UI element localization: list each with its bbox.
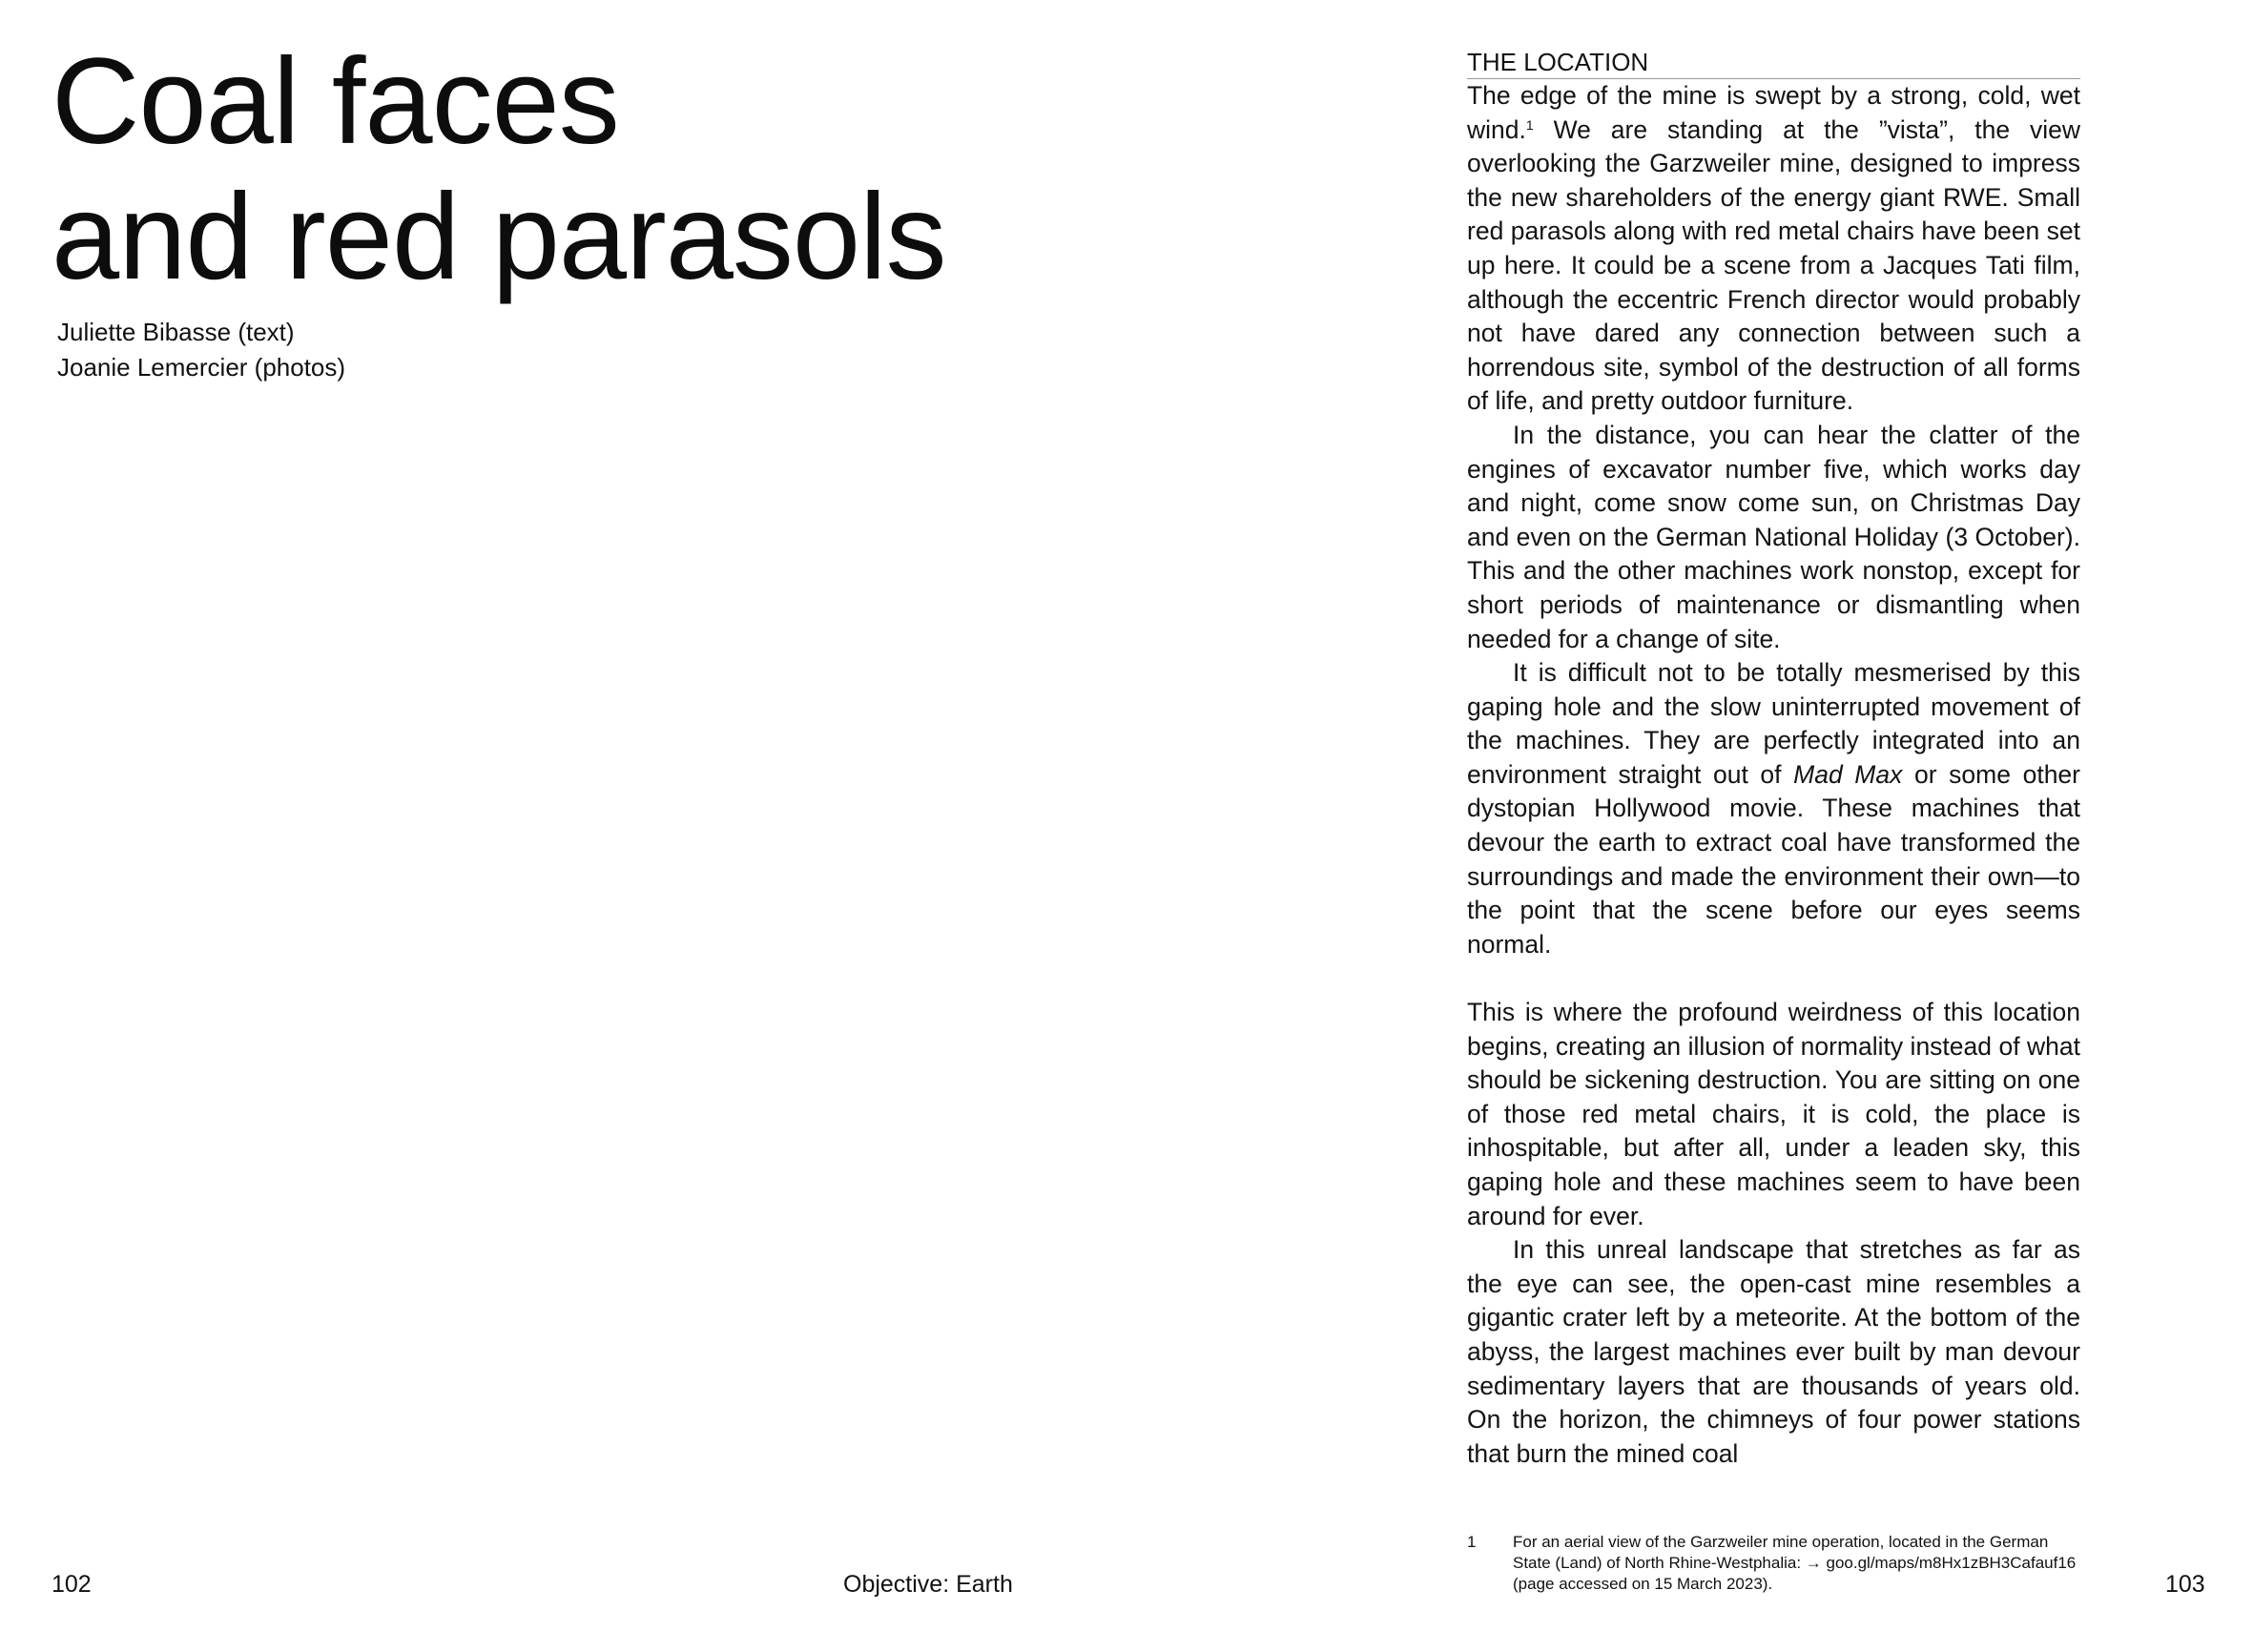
paragraph-3-text-cont: or some other dystopian Hollywood movie. These machines that devour the earth to extract coal have transformed the surroundings and made the environment their own—to the point that the scene before our eyes seems normal.	[1467, 759, 2080, 959]
section-label: THE LOCATION	[1467, 48, 2080, 79]
page-number-left: 102	[52, 1571, 92, 1598]
paragraph-2: In the distance, you can hear the clatter of the engines of excavator number five, which works day and night, come snow come sun, on Christmas Day and even on the German National Holiday (3 October). This and the other machines work nonstop, except for short periods of maintenance or dismantling when needed for a change of site.	[1467, 420, 2080, 653]
paragraph-1	[1467, 79, 2080, 419]
footnote	[1467, 1532, 2080, 1595]
footnote-number: 1	[1467, 1533, 1477, 1551]
film-title: Mad Max	[1793, 759, 1903, 789]
running-title: Objective: Earth	[843, 1571, 1013, 1598]
page-number-right: 103	[2165, 1571, 2205, 1598]
footnote-reference: 1	[1525, 116, 1534, 133]
paragraph-5: In this unreal landscape that stretches as far as the eye can see, the open-cast mine resembles a gigantic crater left by a meteorite. At the bottom of the abyss, the largest machines ever built by man devour sedimentary layers that are thousands of years old. On the horizon, the chimneys of four power stations that burn the mined coal	[1467, 1235, 2080, 1468]
paragraph-1-text-cont: We are standing at the ”vista”, the view overlooking the Garzweiler mine, designed to impress the new shareholders of the energy giant RWE. Small red parasols along with red metal chairs have been set up here. It could be a scene from a Jacques Tati film, although the eccentric French director would probably not have dared any connection between such a horrendous site, symbol of the destruction of all forms of life, and pretty outdoor furniture.	[1467, 114, 2080, 416]
article-body	[1467, 48, 2080, 1471]
title-line-1: Coal faces	[52, 33, 619, 170]
author-credits	[57, 315, 345, 385]
paragraph-4: This is where the profound weirdness of this location begins, creating an illusion of normality instead of what should be sickening destruction. You are sitting on one of those red metal chairs, it is cold, the place is inhospitable, but after all, under a leaden sky, this gaping hole and these machines seem to have been around for ever.	[1467, 998, 2080, 1230]
article-title	[52, 34, 946, 305]
credit-photo-author: Joanie Lemercier (photos)	[57, 353, 346, 382]
title-line-2: and red parasols	[52, 169, 946, 305]
footnote-text: For an aerial view of the Garzweiler mine operation, located in the German State (Land) of North Rhine-Westphalia: → goo.gl/maps/m8Hx1zBH3Cafauf16 (page accessed on 15 March 2023).	[1513, 1533, 2077, 1593]
paragraph-3-text: It is difficult not to be totally mesmerised by this gaping hole and the slow uninterrupted movement of the machines. They are perfectly integrated into an environment straight out of	[1467, 658, 2080, 789]
credit-text-author: Juliette Bibasse (text)	[57, 318, 295, 346]
paragraph-3	[1467, 656, 2080, 961]
paragraph-1-text: The edge of the mine is swept by a strong, cold, wet wind.	[1467, 81, 2080, 144]
